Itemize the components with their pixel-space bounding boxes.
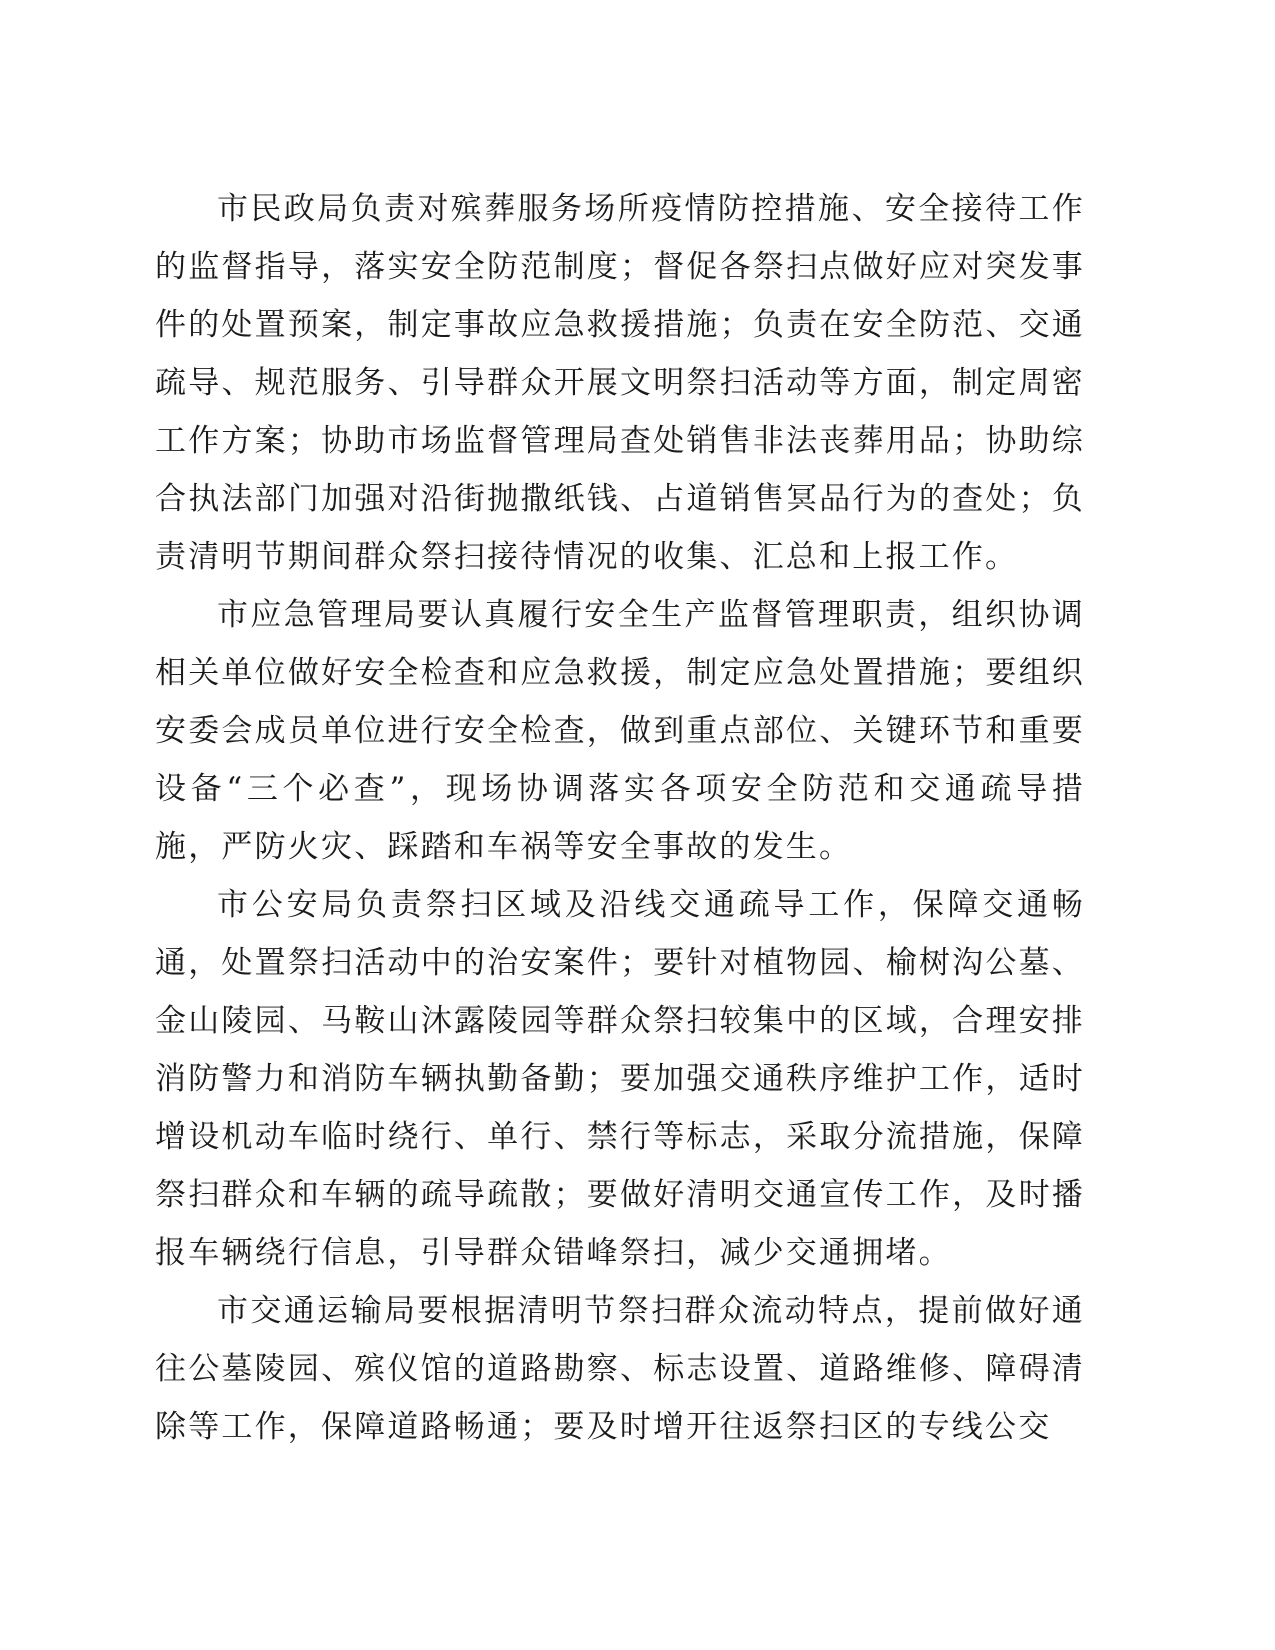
paragraph-transportation: 市交通运输局要根据清明节祭扫群众流动特点，提前做好通往公墓陵园、殡仪馆的道路勘察、标志设置、道路维修、障碍清除等工作，保障道路畅通；要及时增开往返祭扫区的专线公交: [155, 1293, 1085, 1445]
paragraph-emergency-management: 市应急管理局要认真履行安全生产监督管理职责，组织协调相关单位做好安全检查和应急救援，制定应急处置措施；要组织安委会成员单位进行安全检查，做到重点部位、关键环节和重要设备“三个必查”，现场协调落实各项安全防范和交通疏导措施，严防火灾、踩踏和车祸等安全事故的发生。: [155, 597, 1085, 865]
paragraph-civil-affairs: 市民政局负责对殡葬服务场所疫情防控措施、安全接待工作的监督指导，落实安全防范制度；督促各祭扫点做好应对突发事件的处置预案，制定事故应急救援措施；负责在安全防范、交通疏导、规范服务、引导群众开展文明祭扫活动等方面，制定周密工作方案；协助市场监督管理局查处销售非法丧葬用品；协助综合执法部门加强对沿街抛撒纸钱、占道销售冥品行为的查处；负责清明节期间群众祭扫接待情况的收集、汇总和上报工作。: [155, 191, 1085, 575]
document-body: [155, 180, 1085, 1456]
paragraph-public-security: 市公安局负责祭扫区域及沿线交通疏导工作，保障交通畅通，处置祭扫活动中的治安案件；要针对植物园、榆树沟公墓、金山陵园、马鞍山沐露陵园等群众祭扫较集中的区域，合理安排消防警力和消防车辆执勤备勤；要加强交通秩序维护工作，适时增设机动车临时绕行、单行、禁行等标志，采取分流措施，保障祭扫群众和车辆的疏导疏散；要做好清明交通宣传工作，及时播报车辆绕行信息，引导群众错峰祭扫，减少交通拥堵。: [155, 887, 1085, 1271]
